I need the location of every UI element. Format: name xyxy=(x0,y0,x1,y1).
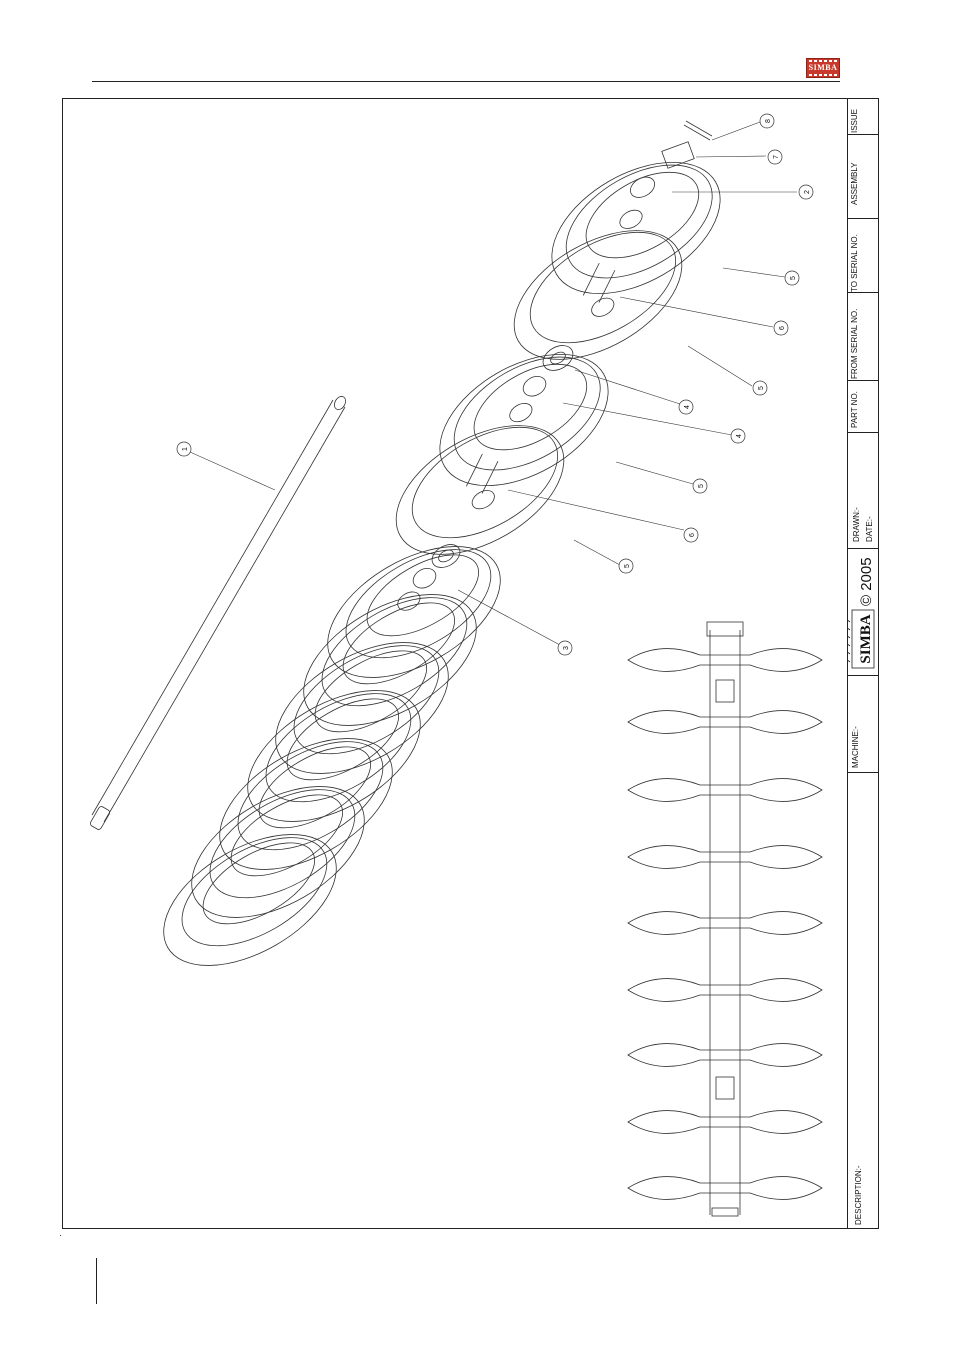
callout-6b xyxy=(774,321,788,335)
margin-dot xyxy=(60,1235,61,1236)
callout-6a xyxy=(684,528,698,542)
title-block-line xyxy=(847,134,879,135)
title-block-logo xyxy=(848,608,878,670)
to-serial-label: TO SERIAL NO. xyxy=(850,234,859,292)
title-block-line xyxy=(847,218,879,219)
callout-7-label: 7 xyxy=(773,155,780,159)
callout-7 xyxy=(768,150,782,164)
disc-stack xyxy=(142,519,523,992)
title-block-line xyxy=(847,548,879,549)
callout-1 xyxy=(177,442,191,456)
disc-upper xyxy=(492,204,703,386)
callout-5b-label: 5 xyxy=(698,484,705,488)
shaft-part xyxy=(89,394,348,830)
part-no-label: PART NO. xyxy=(850,391,859,428)
callout-5c-label: 5 xyxy=(758,386,765,390)
callout-1-label: 1 xyxy=(182,447,189,451)
callout-5a-label: 5 xyxy=(624,564,631,568)
assembly-label: ASSEMBLY xyxy=(850,162,859,205)
callout-2 xyxy=(799,185,813,199)
side-elevation xyxy=(628,622,822,1216)
callout-6a-label: 6 xyxy=(689,533,696,537)
callout-6b-label: 6 xyxy=(779,326,786,330)
issue-label: ISSUE xyxy=(850,108,859,133)
callout-8 xyxy=(760,114,774,128)
title-block-line xyxy=(847,675,879,676)
drawn-label: DRAWN:- xyxy=(852,507,861,542)
title-block-line xyxy=(847,292,879,293)
leader-lines xyxy=(190,122,797,645)
callout-4a xyxy=(679,400,693,414)
disc-middle xyxy=(374,399,585,581)
date-label: DATE:- xyxy=(865,516,874,542)
callout-3-label: 3 xyxy=(563,646,570,650)
callout-4b xyxy=(731,429,745,443)
title-block-line xyxy=(847,772,879,773)
callout-2-label: 2 xyxy=(804,190,811,194)
callout-5b xyxy=(693,479,707,493)
title-block-logo-text: SIMBA xyxy=(858,614,874,664)
bearing-housing xyxy=(662,121,712,168)
callout-5a xyxy=(619,559,633,573)
disc-top xyxy=(529,135,742,321)
callout-4b-label: 4 xyxy=(736,434,743,438)
from-serial-label: FROM SERIAL NO. xyxy=(850,308,859,379)
callout-5c xyxy=(753,381,767,395)
callout-8-label: 8 xyxy=(765,119,772,123)
callout-3 xyxy=(558,641,572,655)
callout-5d xyxy=(785,271,799,285)
header-logo-text: SIMBA xyxy=(808,63,838,72)
machine-label: MACHINE:- xyxy=(851,726,860,768)
disc-upper-mid xyxy=(417,327,630,513)
callout-4a-label: 4 xyxy=(684,405,691,409)
title-block-line xyxy=(847,432,879,433)
footer-rule xyxy=(96,1258,97,1304)
title-block-line xyxy=(847,380,879,381)
callout-5d-label: 5 xyxy=(790,276,797,280)
description-label: DESCRIPTION:- xyxy=(854,1165,863,1225)
copyright-text: © 2005 xyxy=(858,557,875,606)
